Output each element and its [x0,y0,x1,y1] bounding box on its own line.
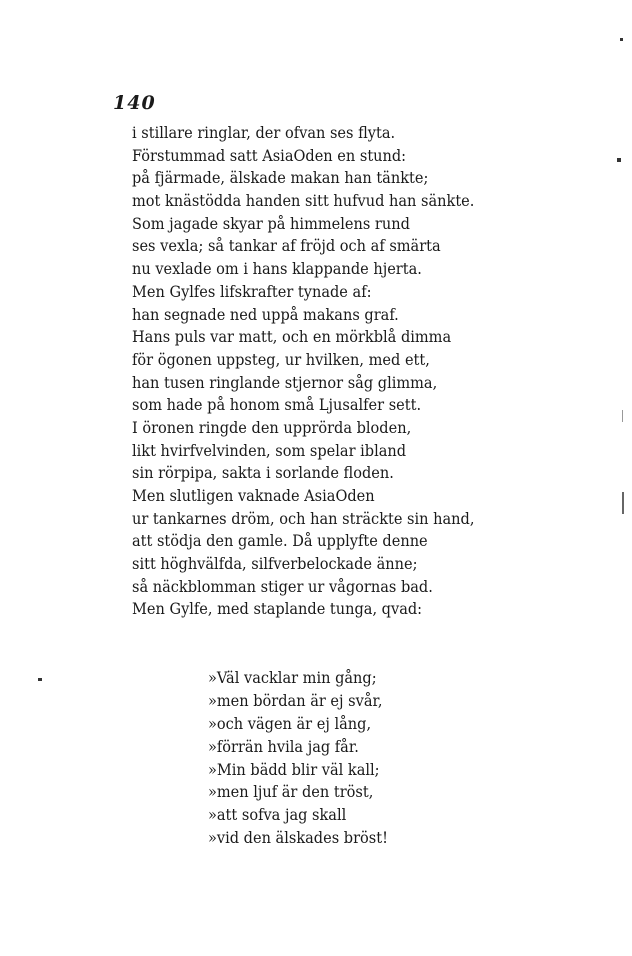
scan-speck [622,410,623,422]
text-line: sitt höghvälfda, silfverbelockade änne; [132,554,418,574]
text-line: Men slutligen vaknade AsiaOden [132,486,375,505]
stanza-line: »vid den älskades bröst! [208,828,388,848]
text-line: han segnade ned uppå makans graf. [132,304,399,324]
stanza-line: »Väl vacklar min gång; [208,668,377,687]
stanza-line: »men bördan är ej svår, [208,690,383,710]
text-line: Som jagade skyar på himmelens rund [132,213,410,233]
text-line: Men Gylfe, med staplande tunga, qvad: [132,599,423,619]
quoted-stanza [208,667,468,850]
text-line: Men Gylfes lifskrafter tynade af: [132,281,372,301]
text-line: han tusen ringlande stjernor såg glimma, [132,372,438,392]
text-line: mot knästödda handen sitt hufvud han sänkte. [132,191,475,211]
stanza-line: »men ljuf är den tröst, [208,782,374,802]
text-line: I öronen ringde den upprörda bloden, [132,417,412,437]
stanza-line: »Min bädd blir väl kall; [208,759,380,779]
text-line: i stillare ringlar, der ofvan ses flyta. [132,123,396,142]
stanza-line: »förrän hvila jag får. [208,736,359,756]
text-line: som hade på honom små Ljusalfer sett. [132,395,422,415]
text-line: att stödja den gamle. Då upplyfte denne [132,531,428,551]
text-line: Förstummad satt AsiaOden en stund: [132,145,407,165]
text-line: på fjärmade, älskade makan han tänkte; [132,168,429,188]
text-line: sin rörpipa, sakta i sorlande floden. [132,463,394,483]
scan-speck [38,678,42,681]
stanza-line: »att sofva jag skall [208,805,347,825]
scan-speck [620,38,623,41]
text-line: ur tankarnes dröm, och han sträckte sin hand, [132,508,475,528]
text-line: likt hvirfvelvinden, som spelar ibland [132,440,407,460]
text-line: ses vexla; så tankar af fröjd och af smärta [132,236,441,256]
text-line: så näckblomman stiger ur vågornas bad. [132,576,433,596]
scan-speck [617,158,621,162]
text-line: nu vexlade om i hans klappande hjerta. [132,259,422,279]
poem-body [132,122,502,621]
text-line: för ögonen uppsteg, ur hvilken, med ett, [132,349,430,369]
text-line: Hans puls var matt, och en mörkblå dimma [132,327,452,347]
page-number: 140 [113,92,156,114]
scan-speck [622,492,624,514]
stanza-line: »och vägen är ej lång, [208,713,372,733]
